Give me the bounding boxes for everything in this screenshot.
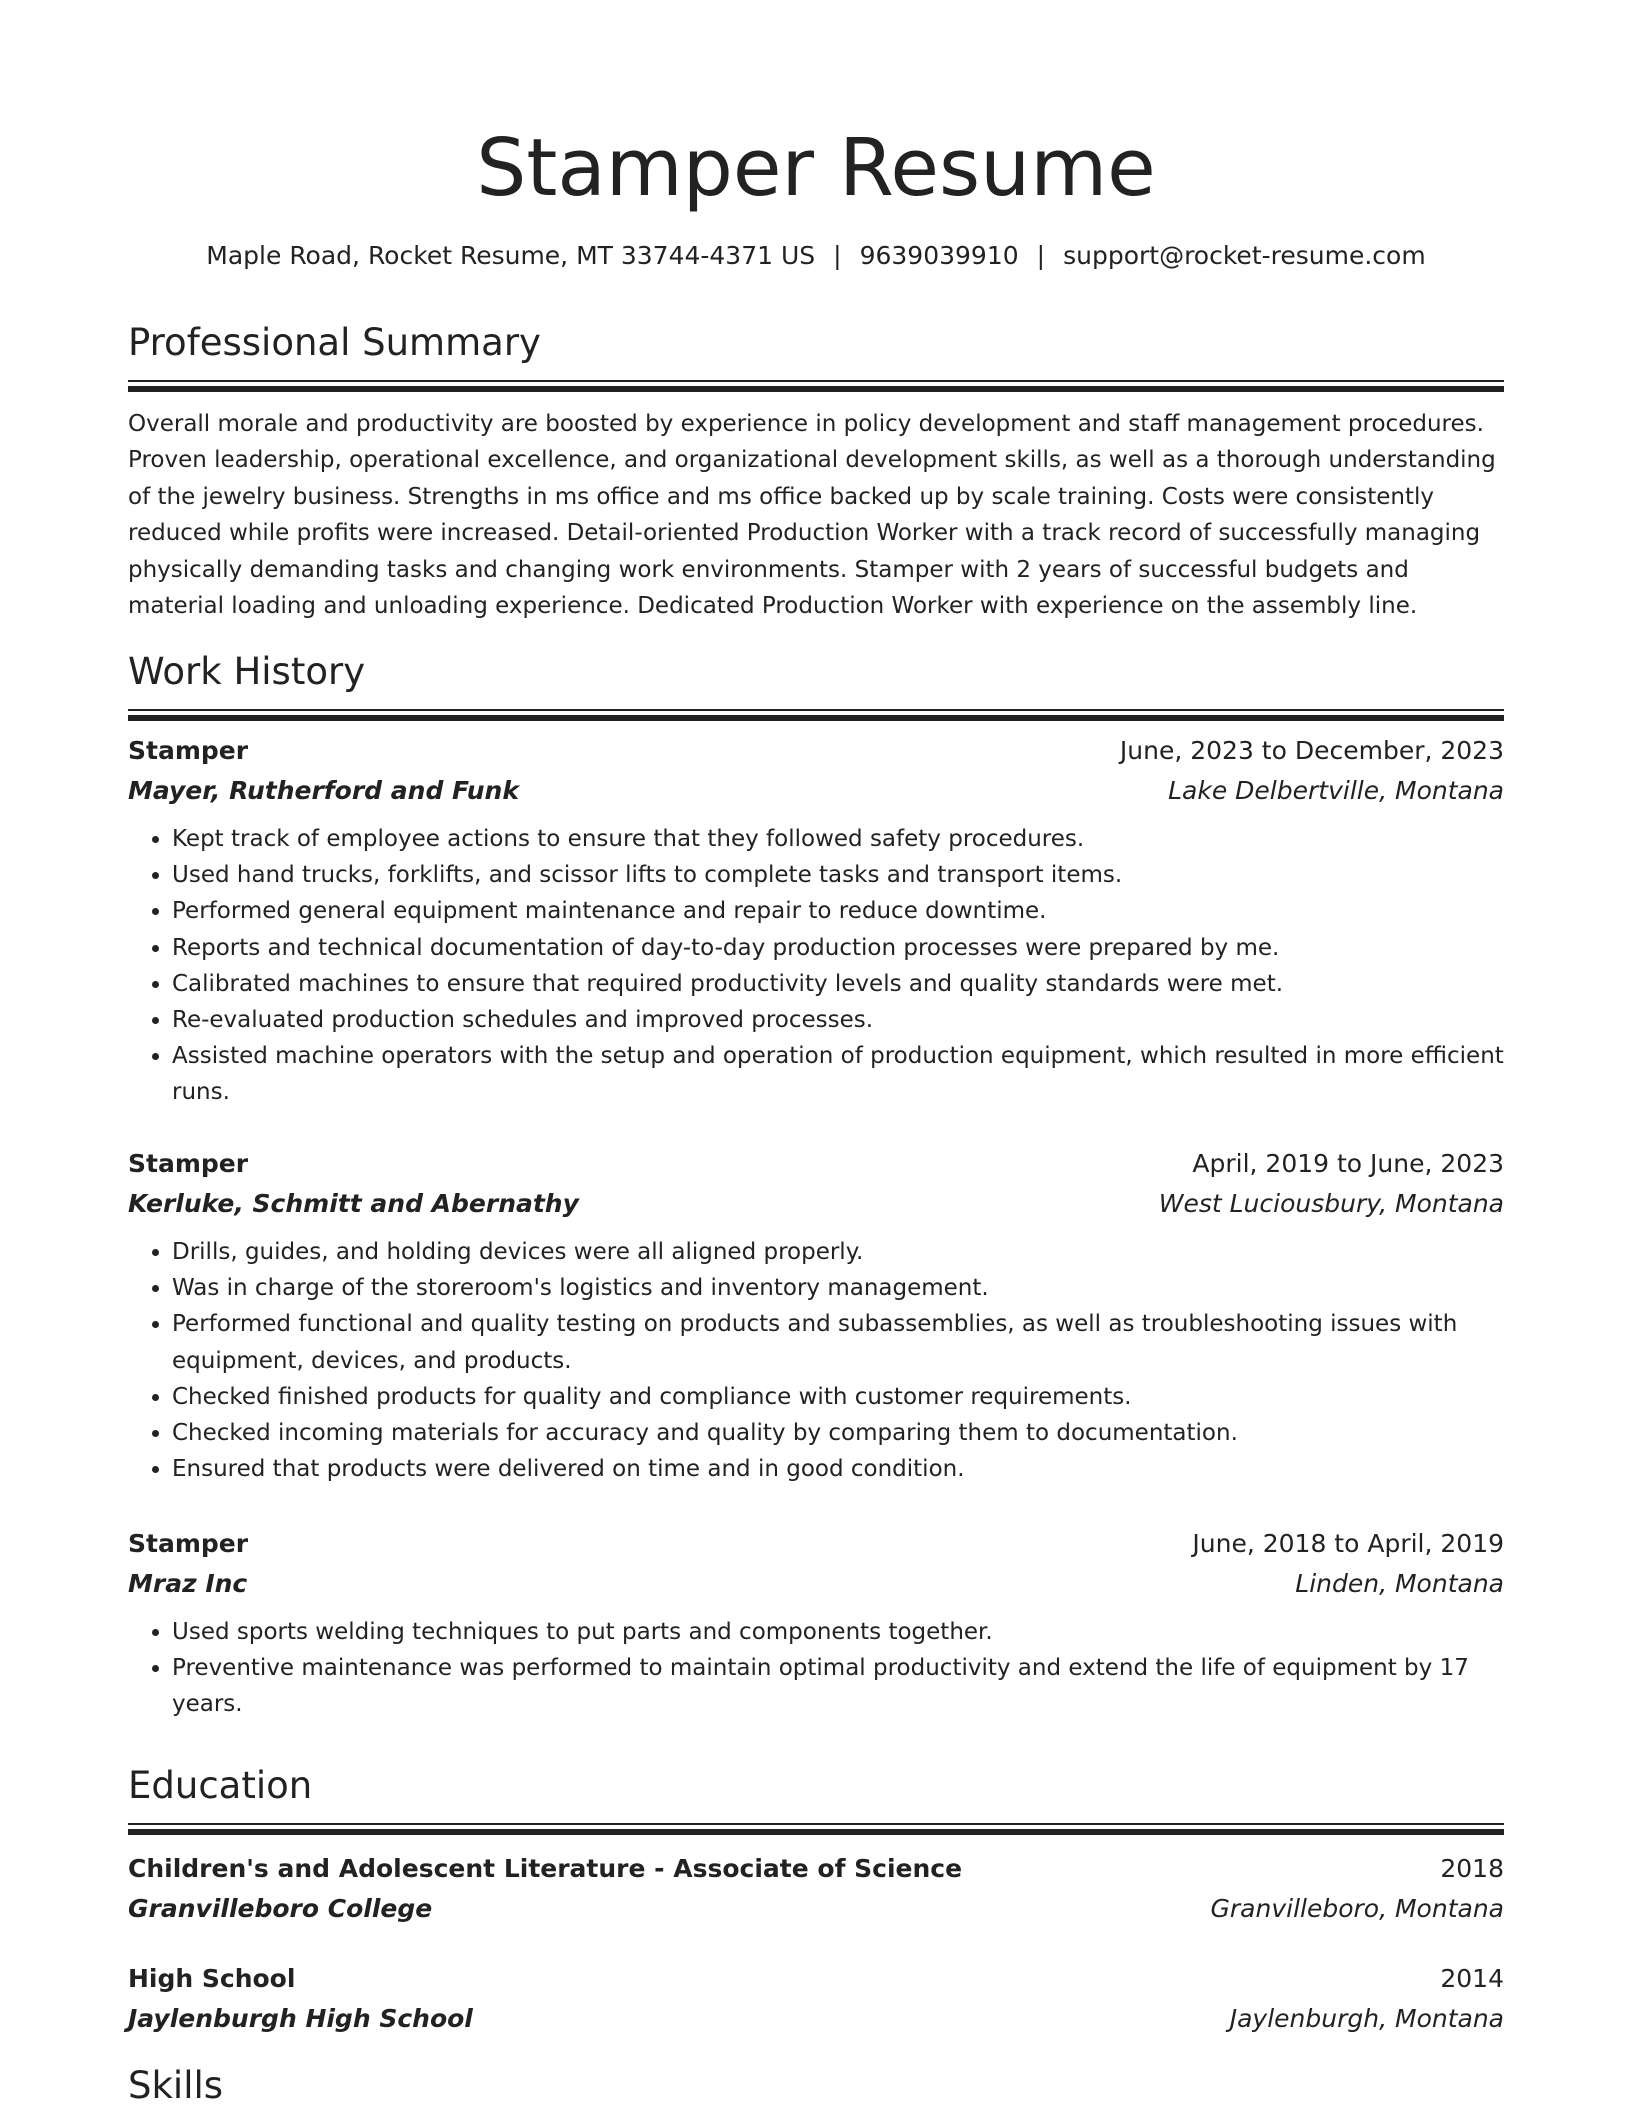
job-entry xyxy=(128,1526,1504,1723)
list-item: • Reports and technical documentation of day-to-day production processes were prepared by me. xyxy=(172,930,1504,966)
education-entry xyxy=(128,1851,1504,1931)
job-title: Stamper xyxy=(128,1529,249,1558)
education-school: Granvilleboro College xyxy=(128,1894,433,1923)
skills-section xyxy=(128,2060,1504,2112)
summary-heading: Professional Summary xyxy=(128,321,541,364)
education-degree: High School xyxy=(128,1964,296,1993)
list-item: • Performed functional and quality testing on products and subassemblies, as well as troubleshooting issues with equipment, devices, and products. xyxy=(172,1306,1504,1378)
work-history-heading: Work History xyxy=(128,650,366,693)
job-location: West Luciousbury, Montana xyxy=(1158,1189,1504,1218)
education-heading: Education xyxy=(128,1764,313,1807)
job-entry xyxy=(128,1146,1504,1487)
list-item: • Calibrated machines to ensure that required productivity levels and quality standards were met. xyxy=(172,966,1504,1002)
job-duties xyxy=(128,1234,1504,1487)
job-company: Mraz Inc xyxy=(128,1569,248,1598)
education-location: Jaylenburgh, Montana xyxy=(1229,2004,1504,2033)
job-duties xyxy=(128,821,1504,1111)
list-item: • Used hand trucks, forklifts, and scissor lifts to complete tasks and transport items. xyxy=(172,857,1504,893)
list-item: • Checked finished products for quality and compliance with customer requirements. xyxy=(172,1379,1504,1415)
list-item: • Re-evaluated production schedules and improved processes. xyxy=(172,1002,1504,1038)
job-title: Stamper xyxy=(128,736,249,765)
job-entry xyxy=(128,733,1504,1111)
list-item: • Checked incoming materials for accuracy and quality by comparing them to documentation. xyxy=(172,1415,1504,1451)
contact-separator: | xyxy=(833,241,842,270)
contact-email: support@rocket-resume.com xyxy=(1063,241,1426,270)
summary-section xyxy=(128,317,1504,393)
contact-phone: 9639039910 xyxy=(859,241,1019,270)
list-item: • Used sports welding techniques to put parts and components together. xyxy=(172,1614,1504,1650)
contact-separator: | xyxy=(1036,241,1046,270)
list-item: • Ensured that products were delivered on time and in good condition. xyxy=(172,1451,1504,1487)
job-dates: June, 2018 to April, 2019 xyxy=(1192,1529,1504,1558)
job-dates: April, 2019 to June, 2023 xyxy=(1192,1149,1504,1178)
contact-line xyxy=(128,236,1504,276)
list-item: • Performed general equipment maintenance and repair to reduce downtime. xyxy=(172,893,1504,929)
education-year: 2018 xyxy=(1440,1854,1504,1883)
job-duties xyxy=(128,1614,1504,1723)
job-dates: June, 2023 to December, 2023 xyxy=(1119,736,1504,765)
resume-name: Stamper Resume xyxy=(476,122,1156,214)
job-location: Lake Delbertville, Montana xyxy=(1168,776,1504,805)
education-degree: Children's and Adolescent Literature - Associate of Science xyxy=(128,1854,963,1883)
job-company: Kerluke, Schmitt and Abernathy xyxy=(128,1189,579,1218)
section-divider xyxy=(128,709,1504,722)
skills-heading: Skills xyxy=(128,2064,224,2107)
education-year: 2014 xyxy=(1440,1964,1504,1993)
job-location: Linden, Montana xyxy=(1295,1569,1504,1598)
summary-text: Overall morale and productivity are boosted by experience in policy development and staff management procedures. Proven leadership, operational excellence, and organizational development skills, as well as a thorough understanding of the jewelry business. Strengths in ms office and ms office backed up by scale training. Costs were consistently reduced while profits were increased. Detail-oriented Production Worker with a track record of successfully managing physically demanding tasks and changing work environments. Stamper with 2 years of successful budgets and material loading and unloading experience. Dedicated Production Worker with experience on the assembly line. xyxy=(128,411,1496,620)
education-school: Jaylenburgh High School xyxy=(128,2004,473,2033)
education-location: Granvilleboro, Montana xyxy=(1210,1894,1504,1923)
contact-address: Maple Road, Rocket Resume, MT 33744-4371 US xyxy=(206,241,816,270)
list-item: • Was in charge of the storeroom's logistics and inventory management. xyxy=(172,1270,1504,1306)
section-divider xyxy=(128,1823,1504,1836)
list-item: • Kept track of employee actions to ensure that they followed safety procedures. xyxy=(172,821,1504,857)
education-entry xyxy=(128,1961,1504,2041)
education-section xyxy=(128,1760,1504,1836)
work-history-section xyxy=(128,646,1504,722)
list-item: • Assisted machine operators with the setup and operation of production equipment, which resulted in more efficient runs. xyxy=(172,1038,1504,1110)
list-item: • Drills, guides, and holding devices were all aligned properly. xyxy=(172,1234,1504,1270)
job-title: Stamper xyxy=(128,1149,249,1178)
job-company: Mayer, Rutherford and Funk xyxy=(128,776,519,805)
section-divider xyxy=(128,380,1504,393)
list-item: • Preventive maintenance was performed to maintain optimal productivity and extend the life of equipment by 17 years. xyxy=(172,1650,1504,1722)
